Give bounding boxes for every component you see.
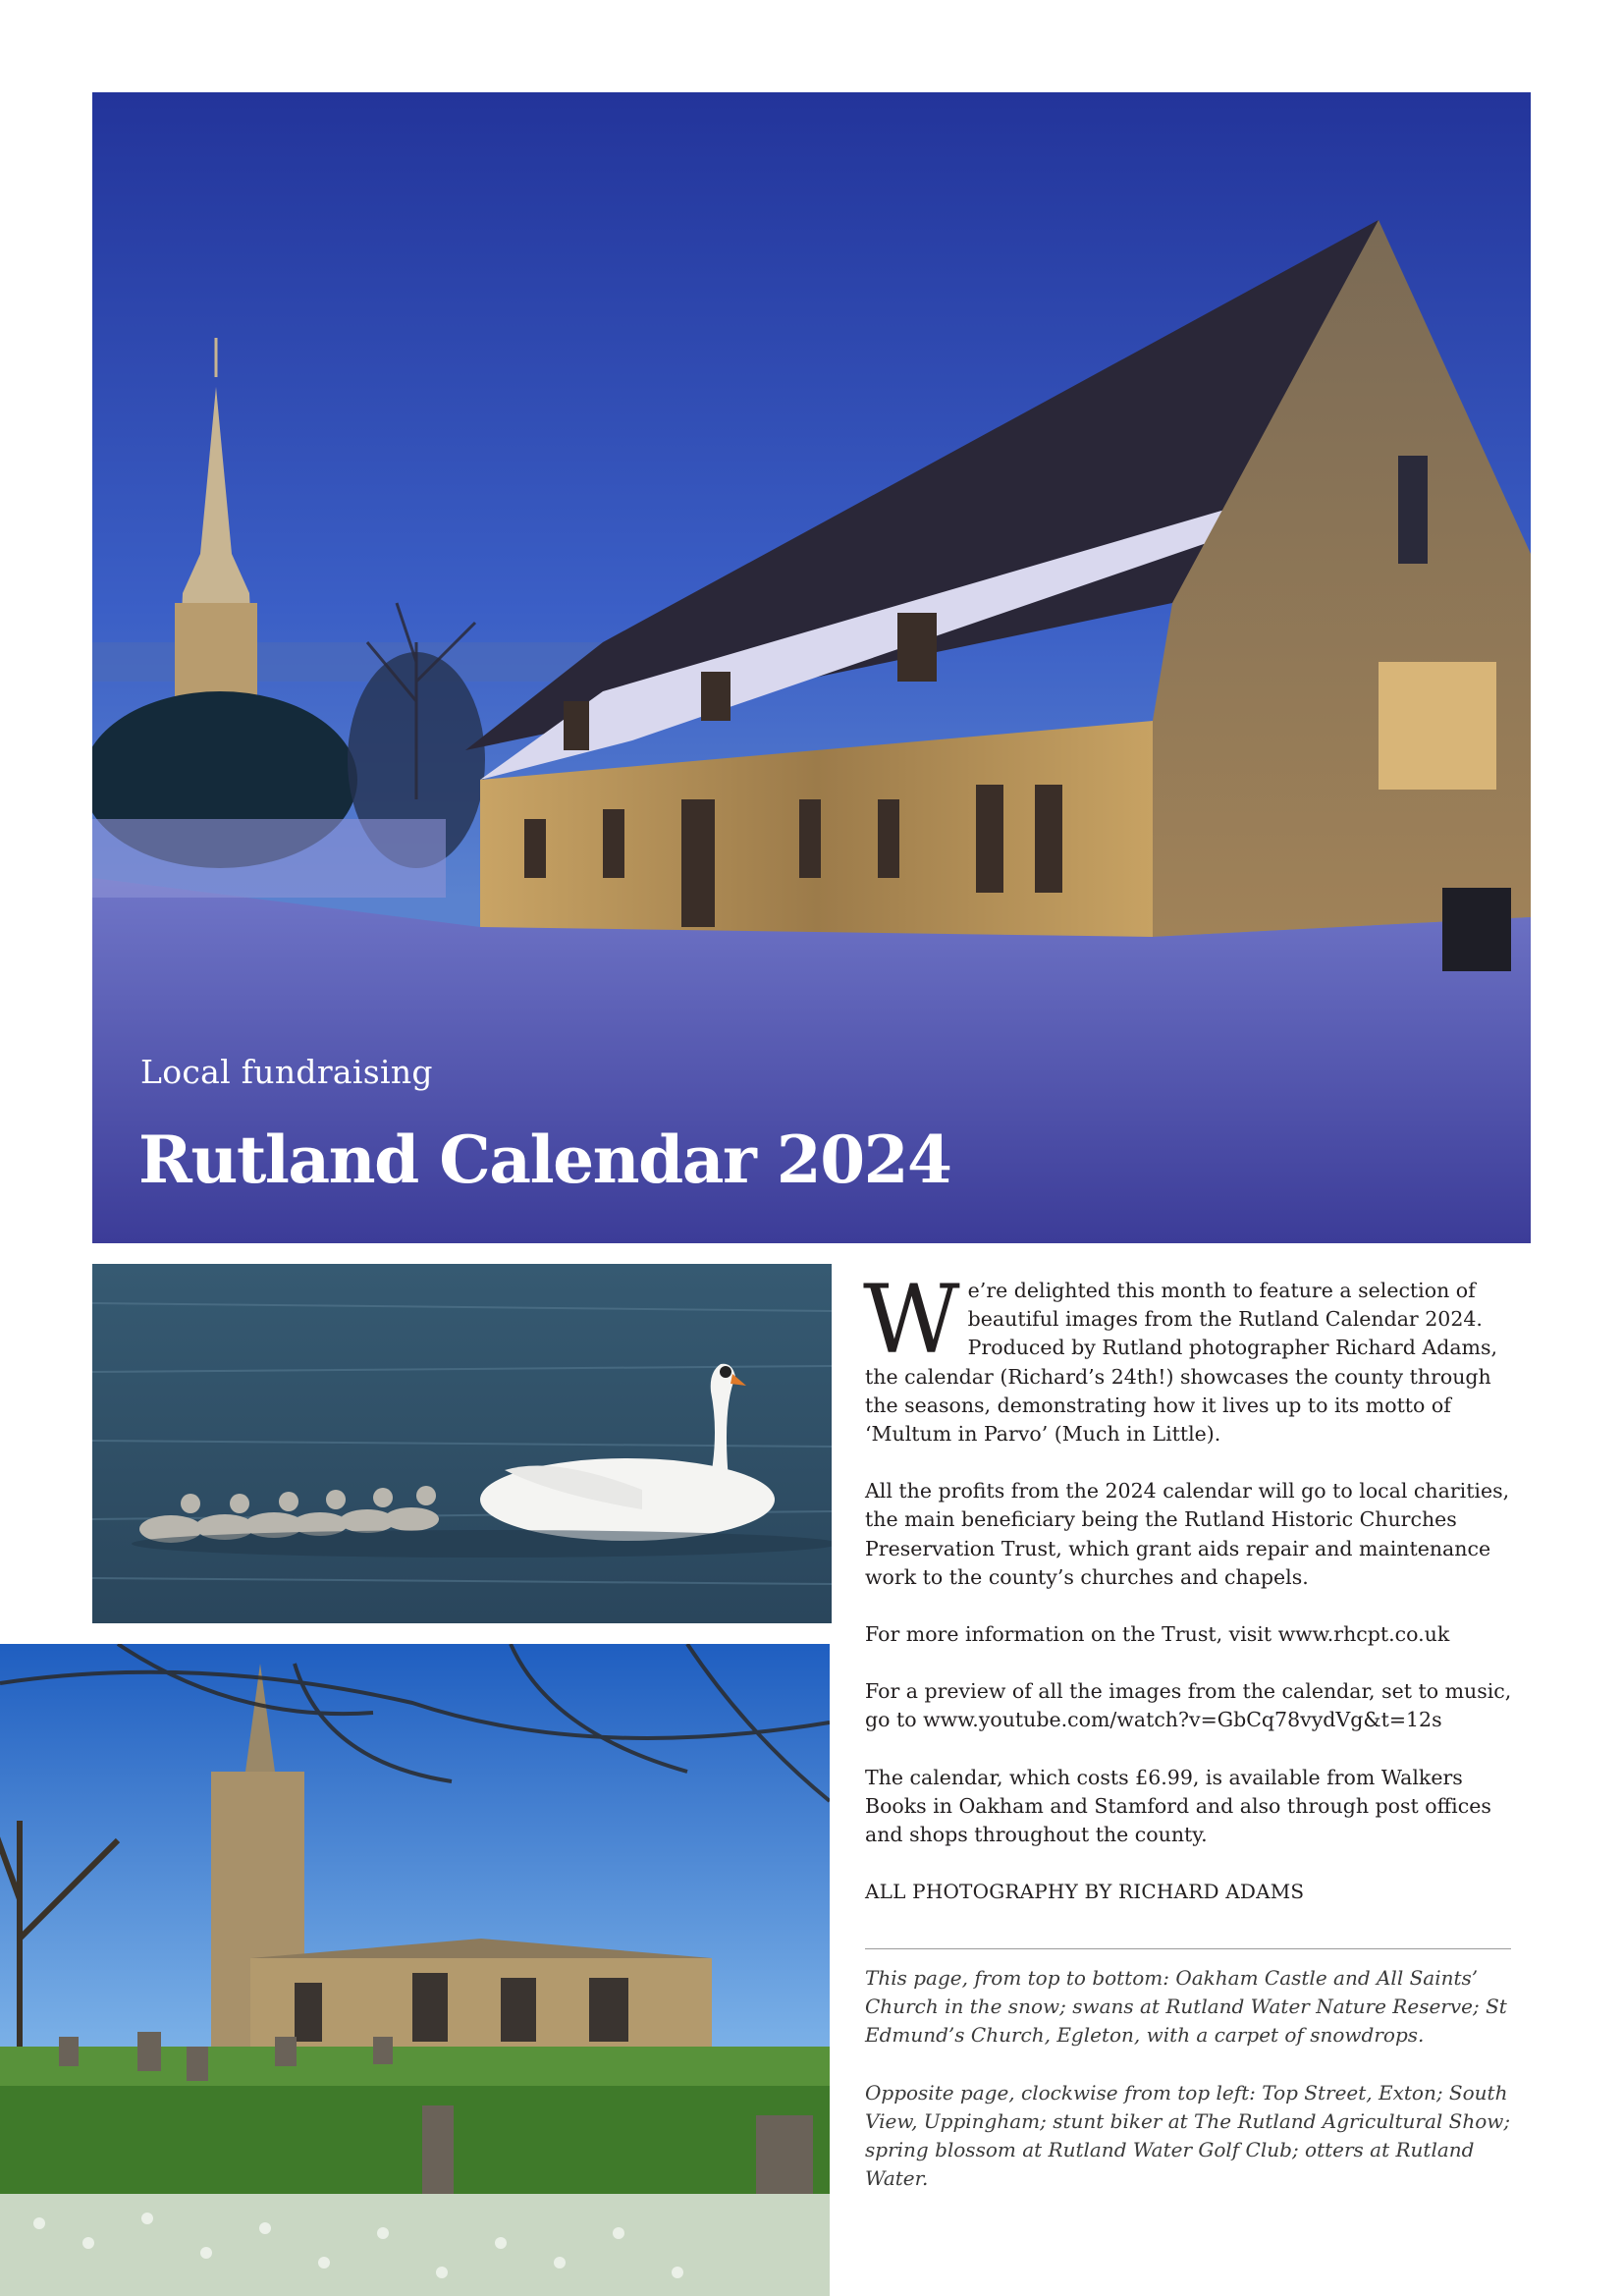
article-body [863,1265,1513,1935]
photo-credit: ALL PHOTOGRAPHY BY RICHARD ADAMS [865,1880,1305,1904]
article-intro-text: e’re delighted this month to feature a selection of beautiful images from the Rutland Calendar 2024. Produced by Rutland photographer Richard Adams, the calendar (Richard’s 24th!) showcases the county through the seasons, demonstrating how it lives up to its motto of ‘Multum in Parvo’ (Much in Little). [865,1279,1498,1447]
hero-kicker: Local fundraising [140,1053,433,1091]
article-intro [863,1265,1513,1449]
drop-cap: W [863,1265,960,1375]
article-paragraph-availability: The calendar, which costs £6.99, is available from Walkers Books in Oakham and Stamford and also through post offices and shops throughout the county. [865,1765,1491,1847]
egleton-church-photo [0,1644,830,2296]
swans-photo [92,1264,832,1623]
swans-rutland-water-image [92,1264,832,1623]
article-paragraph-trust-link: For more information on the Trust, visit www.rhcpt.co.uk [865,1622,1450,1647]
caption-divider [865,1948,1511,1949]
page-title: Rutland Calendar 2024 [138,1121,951,1198]
caption-opposite-page: Opposite page, clockwise from top left: Top Street, Exton; South View, Uppingham; stunt biker at The Rutland Agricultural Show; spring blossom at Rutland Water Golf Club; otters at Rutland Water. [865,2080,1511,2191]
photo-captions [865,1964,1513,2221]
article-paragraph-preview-link: For a preview of all the images from the calendar, set to music, go to www.youtube.com/watch?v=GbCq78vydVg&t=12s [865,1679,1512,1732]
article-paragraph-profits: All the profits from the 2024 calendar will go to local charities, the main beneficiary being the Rutland Historic Churches Preservation Trust, which grant aids repair and maintenance work to the county’s churches and chapels. [865,1479,1510,1589]
st-edmunds-church-snowdrops-image [0,1644,830,2296]
caption-this-page: This page, from top to bottom: Oakham Castle and All Saints’ Church in the snow; swans at Rutland Water Nature Reserve; St Edmund’s Church, Egleton, with a carpet of snowdrops. [865,1966,1507,2048]
